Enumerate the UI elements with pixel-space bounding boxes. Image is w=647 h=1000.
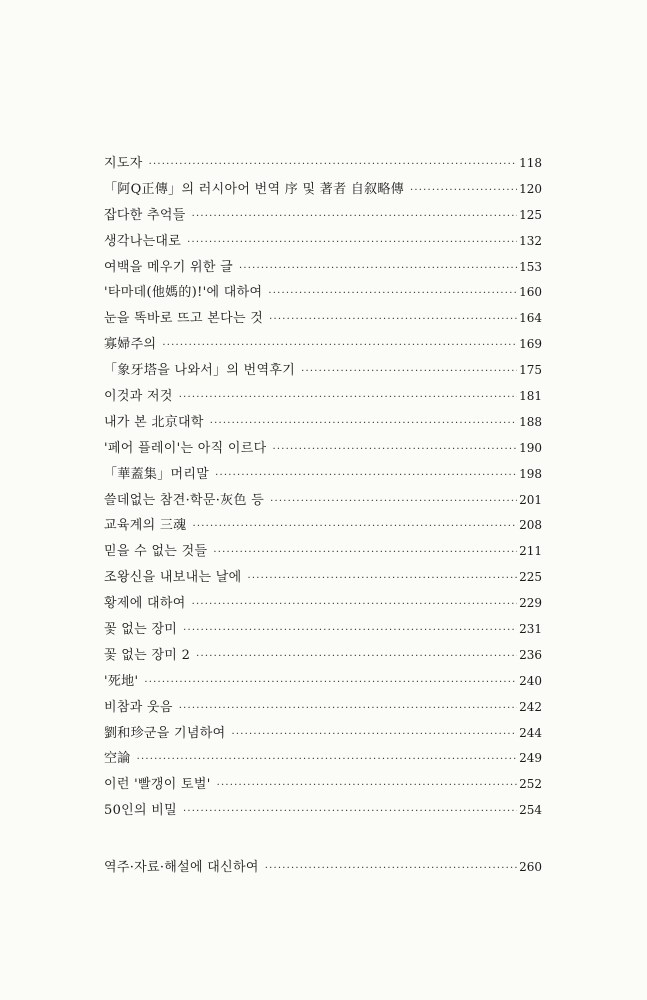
toc-entry [104,204,542,230]
toc-entry-page: 153 [519,259,542,274]
toc-entry [104,540,542,566]
dot-leader [210,418,517,429]
toc-entry-page: 132 [519,233,542,248]
toc-entry-page: 211 [519,544,542,559]
toc-entry-title: 50인의 비밀 [104,803,178,819]
toc-entry-title: 역주·자료·해설에 대신하여 [104,860,259,875]
table-of-contents [104,152,542,875]
dot-leader [265,863,517,874]
dot-leader [239,263,517,274]
toc-entry-title: 교육계의 三魂 [104,518,187,534]
toc-entry-title: 내가 본 北京대학 [104,414,204,430]
toc-entry-title: 空論 [104,751,131,767]
toc-entry [104,333,542,359]
dot-leader [183,625,517,636]
toc-entry-title: 여백을 메우기 위한 글 [104,259,234,275]
toc-entry-title: 눈을 똑바로 뜨고 본다는 것 [104,311,264,327]
toc-entry-page: 175 [519,363,542,378]
toc-entry-title: 쓸데없는 참견·학문·灰色 등 [104,492,265,508]
toc-entry-title: 「象牙塔을 나와서」의 번역후기 [104,363,296,379]
dot-leader [187,237,517,248]
toc-entry-page: 229 [519,596,542,611]
dot-leader [247,573,517,584]
dot-leader [179,392,517,403]
toc-entry [104,566,542,592]
dot-leader [196,651,517,662]
toc-entry-title: 寡婦주의 [104,337,157,353]
toc-entry-title: '페어 플레이'는 아직 이르다 [104,440,267,456]
toc-entry-title: '死地' [104,673,139,689]
toc-entry-page: 188 [519,414,542,429]
toc-entry-page: 164 [519,311,542,326]
dot-leader [231,729,517,740]
toc-entry-page: 244 [519,725,542,740]
toc-entry [104,152,542,178]
toc-entry [104,489,542,515]
toc-entry-title: 劉和珍군을 기념하여 [104,725,226,741]
toc-entry [104,856,542,882]
toc-entry-page: 231 [519,622,542,637]
dot-leader [217,780,517,791]
toc-entry [104,514,542,540]
toc-entry-page: 169 [519,337,542,352]
toc-entry-title: 이것과 저것 [104,389,173,405]
toc-entry-title: 「阿Q正傳」의 러시아어 번역 序 및 著者 自叙略傳 [104,181,405,197]
toc-entry-page: 208 [519,518,542,533]
toc-entry-page: 120 [519,181,542,196]
toc-entry [104,359,542,385]
toc-entry-title: 꽃 없는 장미 [104,622,178,638]
dot-leader [183,806,517,817]
toc-entry [104,178,542,204]
dot-leader [270,496,517,507]
toc-entry [104,618,542,644]
toc-entry [104,385,542,411]
toc-entry-page: 201 [519,492,542,507]
toc-entry [104,411,542,437]
toc-entry-page: 181 [519,389,542,404]
toc-entry-page: 236 [519,647,542,662]
toc-entry-title: 「華蓋集」머리말 [104,466,210,482]
toc-entry-page: 125 [519,207,542,222]
dot-leader [144,677,517,688]
toc-entry-title: 비참과 웃음 [104,699,173,715]
dot-leader [215,470,517,481]
dot-leader [162,340,517,351]
toc-entry-page: 249 [519,751,542,766]
toc-entry-title: '타마데(他媽的)!'에 대하여 [104,285,263,301]
dot-leader [137,754,517,765]
toc-entry [104,670,542,696]
toc-entry-title: 생각나는대로 [104,233,182,249]
dot-leader [268,288,517,299]
dot-leader [410,185,517,196]
dot-leader [149,159,518,170]
toc-entry [104,307,542,333]
toc-entry-page: 240 [519,673,542,688]
toc-entry-title: 지도자 [104,156,143,171]
toc-entry [104,256,542,282]
dot-leader [192,521,517,532]
toc-entry [104,463,542,489]
dot-leader [192,599,518,610]
toc-entry [104,230,542,256]
toc-entry-title: 잡다한 추억들 [104,207,186,223]
toc-entry-page: 198 [519,466,542,481]
toc-entry-page: 160 [519,285,542,300]
toc-entry [104,773,542,799]
dot-leader [269,314,517,325]
toc-entry [104,747,542,773]
dot-leader [179,703,517,714]
toc-entry [104,281,542,307]
dot-leader [192,211,518,222]
toc-entry-title: 꽃 없는 장미 2 [104,647,191,663]
toc-entry-page: 118 [519,156,542,170]
toc-entry-page: 190 [519,440,542,455]
toc-entry [104,592,542,618]
toc-entry-title: 이런 '빨갱이 토벌' [104,777,211,793]
toc-entry-page: 254 [519,803,542,818]
toc-entry-title: 믿을 수 없는 것들 [104,544,208,560]
toc-entry [104,644,542,670]
toc-entry-page: 225 [519,570,542,585]
toc-entry [104,799,542,825]
dot-leader [213,547,517,558]
toc-entry-title: 황제에 대하여 [104,596,186,612]
dot-leader [272,444,517,455]
toc-entry [104,437,542,463]
toc-entry-page: 252 [519,777,542,792]
toc-entry [104,696,542,722]
toc-entry-page: 242 [519,699,542,714]
toc-entry-page: 260 [519,860,542,874]
toc-entry-title: 조왕신을 내보내는 날에 [104,570,242,586]
toc-entry [104,722,542,748]
dot-leader [301,366,517,377]
